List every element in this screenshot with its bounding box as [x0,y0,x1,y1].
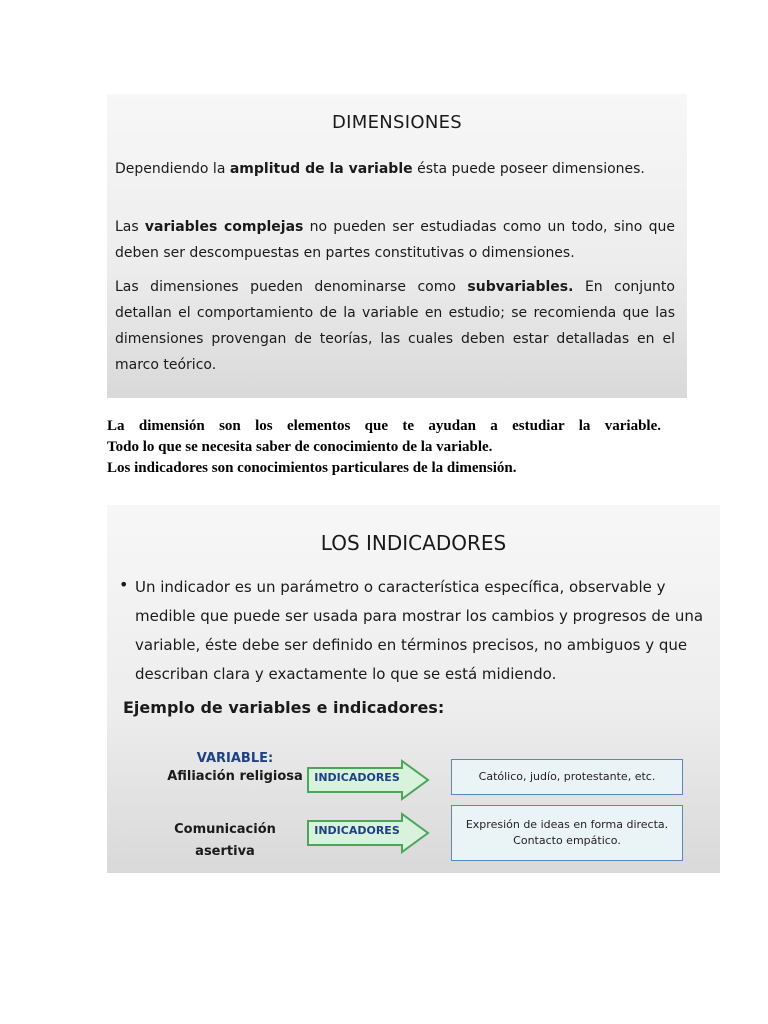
body-line: Los indicadores son conocimientos particulares de la dimensión. [107,460,517,476]
paragraph-subvariables: Las dimensiones pueden denominarse como subvariables. En conjunto detallan el comportamiento de la variable en estudio; se recomienda que las dimensiones provengan de teorías, las cuales deben estar detalladas en el marco teórico. [115,279,675,373]
slide-title: DIMENSIONES [331,112,462,133]
slide-dimensiones [107,94,687,398]
slide-indicadores [107,505,720,873]
variable-keyword: VARIABLE: [196,751,274,766]
variable-label: Comunicación asertiva [174,822,276,859]
bullet-text: Un indicador es un parámetro o característica específica, observable y medible que puede ser usada para mostrar los cambios y progresos de una variable, éste debe ser definido en términos precisos, no ambiguos y que describan clara y exactamente lo que se está midiendo. [135,578,704,683]
example-heading: Ejemplo de variables e indicadores: [123,698,445,717]
arrow-label: INDICADORES [314,771,400,784]
arrow-label: INDICADORES [314,824,400,837]
document-body-text [107,416,661,479]
paragraph-amplitud: Dependiendo la amplitud de la variable ésta puede poseer dimensiones. [115,161,645,177]
variable-label: VARIABLE: Afiliación religiosa [167,751,303,784]
bullet-icon: • [119,575,129,594]
slide-title: LOS INDICADORES [320,531,507,555]
body-line: Todo lo que se necesita saber de conocimiento de la variable. [107,439,493,455]
indicator-result-box: Católico, judío, protestante, etc. [451,759,683,795]
body-line: La dimensión son los elementos que te ayudan a estudiar la variable. [107,418,661,434]
indicator-result-box: Expresión de ideas en forma directa. Contacto empático. [451,805,683,861]
paragraph-variables-complejas: Las variables complejas no pueden ser estudiadas como un todo, sino que deben ser descompuestas en partes constitutivas o dimensiones. [115,219,675,261]
